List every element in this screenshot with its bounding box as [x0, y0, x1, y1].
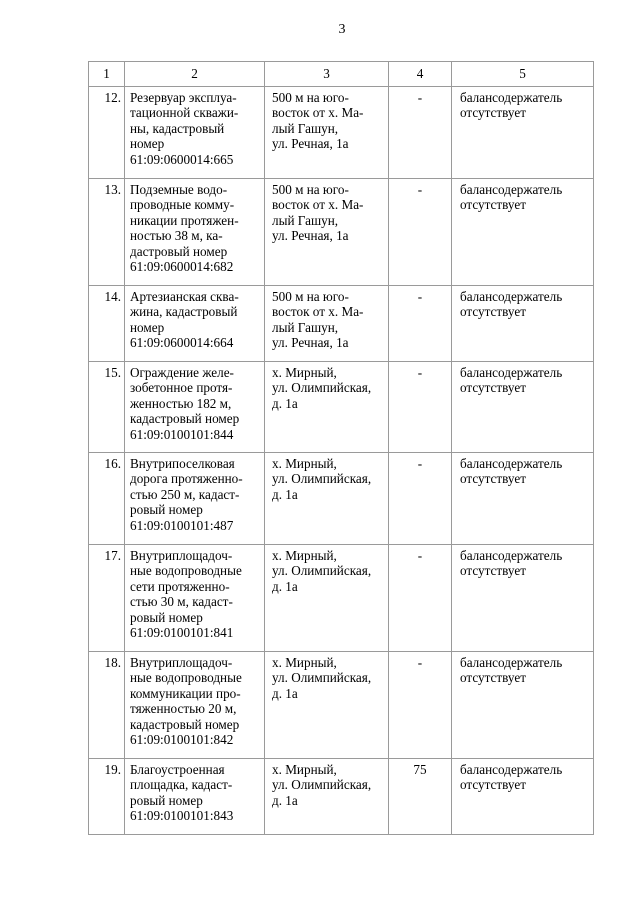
object-value: -	[389, 453, 452, 545]
object-value: -	[389, 286, 452, 362]
header-col-5: 5	[452, 62, 594, 87]
row-number: 18.	[89, 652, 125, 759]
balance-holder: балансодержатель отсутствует	[452, 759, 594, 835]
property-table	[88, 61, 594, 835]
table-row	[89, 179, 594, 286]
object-value: -	[389, 545, 452, 652]
balance-holder: балансодержатель отсутствует	[452, 545, 594, 652]
table-row	[89, 759, 594, 835]
row-number: 14.	[89, 286, 125, 362]
row-number: 13.	[89, 179, 125, 286]
object-name: Благоустроенная площадка, кадаст- ровый номер 61:09:0100101:843	[125, 759, 265, 835]
header-col-2: 2	[125, 62, 265, 87]
object-location: х. Мирный, ул. Олимпийская, д. 1а	[265, 362, 389, 453]
object-location: х. Мирный, ул. Олимпийская, д. 1а	[265, 652, 389, 759]
row-number: 17.	[89, 545, 125, 652]
object-value: -	[389, 87, 452, 179]
object-value: -	[389, 362, 452, 453]
row-number: 15.	[89, 362, 125, 453]
table-row	[89, 362, 594, 453]
table-header-row	[89, 62, 594, 87]
balance-holder: балансодержатель отсутствует	[452, 179, 594, 286]
balance-holder: балансодержатель отсутствует	[452, 286, 594, 362]
object-location: 500 м на юго- восток от х. Ма- лый Гашун, ул. Речная, 1а	[265, 87, 389, 179]
table-row	[89, 87, 594, 179]
table-row	[89, 286, 594, 362]
row-number: 12.	[89, 87, 125, 179]
object-name: Внутриплощадоч- ные водопроводные сети протяженно- стью 30 м, кадаст- ровый номер 61:09:0100101:841	[125, 545, 265, 652]
object-value: -	[389, 652, 452, 759]
object-name: Внутриплощадоч- ные водопроводные коммуникации про- тяженностью 20 м, кадастровый номер 61:09:0100101:842	[125, 652, 265, 759]
object-location: 500 м на юго- восток от х. Ма- лый Гашун, ул. Речная, 1а	[265, 286, 389, 362]
balance-holder: балансодержатель отсутствует	[452, 362, 594, 453]
balance-holder: балансодержатель отсутствует	[452, 87, 594, 179]
object-location: х. Мирный, ул. Олимпийская, д. 1а	[265, 545, 389, 652]
object-location: 500 м на юго- восток от х. Ма- лый Гашун, ул. Речная, 1а	[265, 179, 389, 286]
object-value: -	[389, 179, 452, 286]
header-col-1: 1	[89, 62, 125, 87]
balance-holder: балансодержатель отсутствует	[452, 453, 594, 545]
object-name: Внутрипоселковая дорога протяженно- стью 250 м, кадаст- ровый номер 61:09:0100101:487	[125, 453, 265, 545]
table-row	[89, 652, 594, 759]
object-value: 75	[389, 759, 452, 835]
object-location: х. Мирный, ул. Олимпийская, д. 1а	[265, 453, 389, 545]
balance-holder: балансодержатель отсутствует	[452, 652, 594, 759]
object-name: Ограждение желе- зобетонное протя- женностью 182 м, кадастровый номер 61:09:0100101:844	[125, 362, 265, 453]
object-name: Артезианская сква- жина, кадастровый номер 61:09:0600014:664	[125, 286, 265, 362]
table-row	[89, 545, 594, 652]
row-number: 16.	[89, 453, 125, 545]
page-number: 3	[338, 22, 346, 37]
header-col-4: 4	[389, 62, 452, 87]
header-col-3: 3	[265, 62, 389, 87]
table-row	[89, 453, 594, 545]
row-number: 19.	[89, 759, 125, 835]
object-name: Подземные водо- проводные комму- никации протяжен- ностью 38 м, ка- дастровый номер 61:09:0600014:682	[125, 179, 265, 286]
object-location: х. Мирный, ул. Олимпийская, д. 1а	[265, 759, 389, 835]
object-name: Резервуар эксплуа- тационной скважи- ны, кадастровый номер 61:09:0600014:665	[125, 87, 265, 179]
